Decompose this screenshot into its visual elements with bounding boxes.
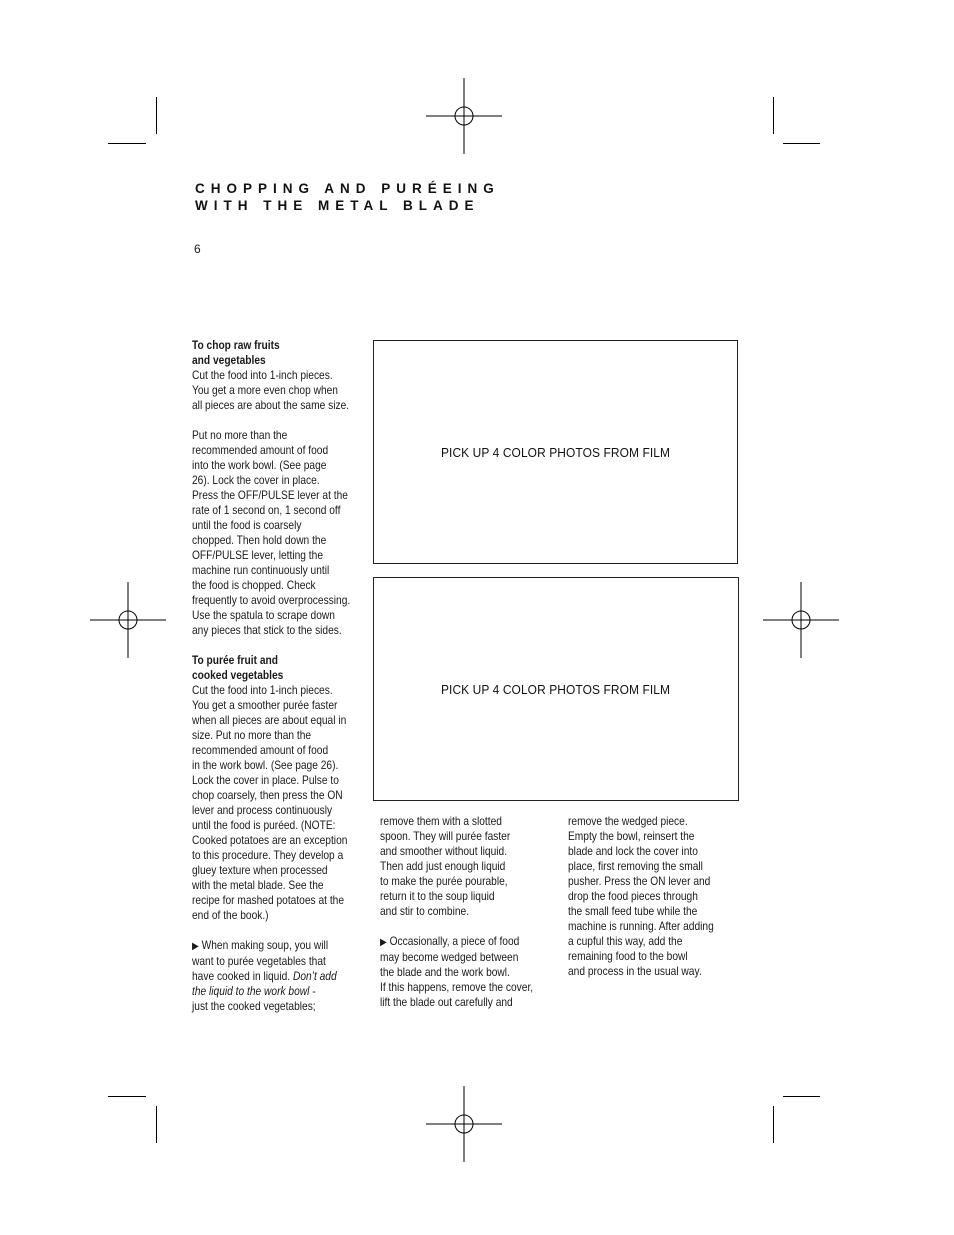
body-line: You get a more even chop when [192, 384, 338, 397]
title-line-2: WITH THE METAL BLADE [195, 198, 480, 213]
body-line: to this procedure. They develop a [192, 849, 344, 862]
body-line: remove them with a slotted [380, 815, 502, 828]
text-column-3 [568, 814, 714, 979]
body-line: lever and process continuously [192, 804, 333, 817]
registration-mark-icon [763, 582, 839, 658]
body-line: a cupful this way, add the [568, 935, 683, 948]
body-line: recommended amount of food [192, 444, 329, 457]
body-line: chopped. Then hold down the [192, 534, 327, 547]
body-line: spoon. They will purée faster [380, 830, 511, 843]
body-line: recommended amount of food [192, 744, 329, 757]
body-line: until the food is puréed. (NOTE: [192, 819, 336, 832]
body-line: in the work bowl. (See page 26). [192, 759, 339, 772]
crop-mark [773, 1106, 774, 1143]
photo-placeholder-text: PICK UP 4 COLOR PHOTOS FROM FILM [441, 681, 671, 697]
tip-line: lift the blade out carefully and [380, 996, 513, 1009]
body-line: and smoother without liquid. [380, 845, 508, 858]
registration-mark-icon [426, 1086, 502, 1162]
section-heading: To purée fruit and [192, 654, 278, 667]
body-line: until the food is coarsely [192, 519, 302, 532]
body-line: place, first removing the small [568, 860, 703, 873]
body-line: Cut the food into 1-inch pieces. [192, 684, 333, 697]
body-line: pusher. Press the ON lever and [568, 875, 711, 888]
arrow-bullet-icon: ▶ [192, 941, 199, 952]
body-line: Empty the bowl, reinsert the [568, 830, 695, 843]
section-heading: cooked vegetables [192, 669, 284, 682]
body-line: blade and lock the cover into [568, 845, 698, 858]
page-number: 6 [194, 242, 201, 256]
tip-line: may become wedged between [380, 951, 519, 964]
section-heading: and vegetables [192, 354, 266, 367]
body-line: and process in the usual way. [568, 965, 702, 978]
body-line: recipe for mashed potatoes at the [192, 894, 345, 907]
tip-line: have cooked in liquid. Don’t add [192, 970, 337, 983]
body-line: to make the purée pourable, [380, 875, 508, 888]
body-line: Then add just enough liquid [380, 860, 506, 873]
body-line: the food is chopped. Check [192, 579, 316, 592]
registration-mark-icon [426, 78, 502, 154]
body-line: Put no more than the [192, 429, 288, 442]
body-line: gluey texture when processed [192, 864, 328, 877]
crop-mark [108, 143, 146, 144]
body-line: remaining food to the bowl [568, 950, 688, 963]
tip-line: the blade and the work bowl. [380, 966, 510, 979]
body-line: return it to the soup liquid [380, 890, 495, 903]
tip-line: If this happens, remove the cover, [380, 981, 534, 994]
body-line: all pieces are about the same size. [192, 399, 350, 412]
tip-line: ▶ Occasionally, a piece of food [380, 935, 520, 948]
body-line: remove the wedged piece. [568, 815, 688, 828]
arrow-bullet-icon: ▶ [380, 937, 387, 948]
body-line: You get a smoother purée faster [192, 699, 338, 712]
title-line-1: CHOPPING AND PURÉEING [195, 181, 500, 196]
body-line: Cooked potatoes are an exception [192, 834, 348, 847]
body-line: size. Put no more than the [192, 729, 312, 742]
crop-mark [108, 1096, 146, 1097]
body-line: machine is running. After adding [568, 920, 714, 933]
section-heading: To chop raw fruits [192, 339, 280, 352]
body-line: rate of 1 second on, 1 second off [192, 504, 341, 517]
tip-line: ▶ When making soup, you will [192, 939, 329, 952]
crop-mark [783, 1096, 820, 1097]
photo-placeholder-text: PICK UP 4 COLOR PHOTOS FROM FILM [440, 444, 671, 460]
body-line: end of the book.) [192, 909, 269, 922]
body-line: machine run continuously until [192, 564, 330, 577]
registration-mark-icon [90, 582, 166, 658]
body-line: with the metal blade. See the [192, 879, 324, 892]
body-line: and stir to combine. [380, 905, 470, 918]
body-line: the small feed tube while the [568, 905, 698, 918]
crop-mark [773, 97, 774, 134]
text-column-2 [380, 814, 533, 1010]
body-line: any pieces that stick to the sides. [192, 624, 342, 637]
body-line: Press the OFF/PULSE lever at the [192, 489, 348, 502]
body-line: Use the spatula to scrape down [192, 609, 335, 622]
crop-mark [156, 1106, 157, 1143]
body-line: when all pieces are about equal in [192, 714, 347, 727]
photo-placeholder [373, 577, 739, 801]
text-column-1 [192, 338, 350, 1014]
body-line: OFF/PULSE lever, letting the [192, 549, 323, 562]
tip-line: want to purée vegetables that [192, 955, 326, 968]
tip-line: the liquid to the work bowl - [192, 985, 316, 998]
page-title [195, 180, 500, 214]
body-line: into the work bowl. (See page [192, 459, 327, 472]
body-line: Lock the cover in place. Pulse to [192, 774, 339, 787]
body-line: Cut the food into 1-inch pieces. [192, 369, 333, 382]
body-line: frequently to avoid overprocessing. [192, 594, 351, 607]
body-line: 26). Lock the cover in place. [192, 474, 320, 487]
tip-line: just the cooked vegetables; [192, 1000, 316, 1013]
crop-mark [156, 97, 157, 134]
body-line: drop the food pieces through [568, 890, 698, 903]
crop-mark [783, 143, 820, 144]
photo-placeholder [373, 340, 738, 564]
body-line: chop coarsely, then press the ON [192, 789, 343, 802]
